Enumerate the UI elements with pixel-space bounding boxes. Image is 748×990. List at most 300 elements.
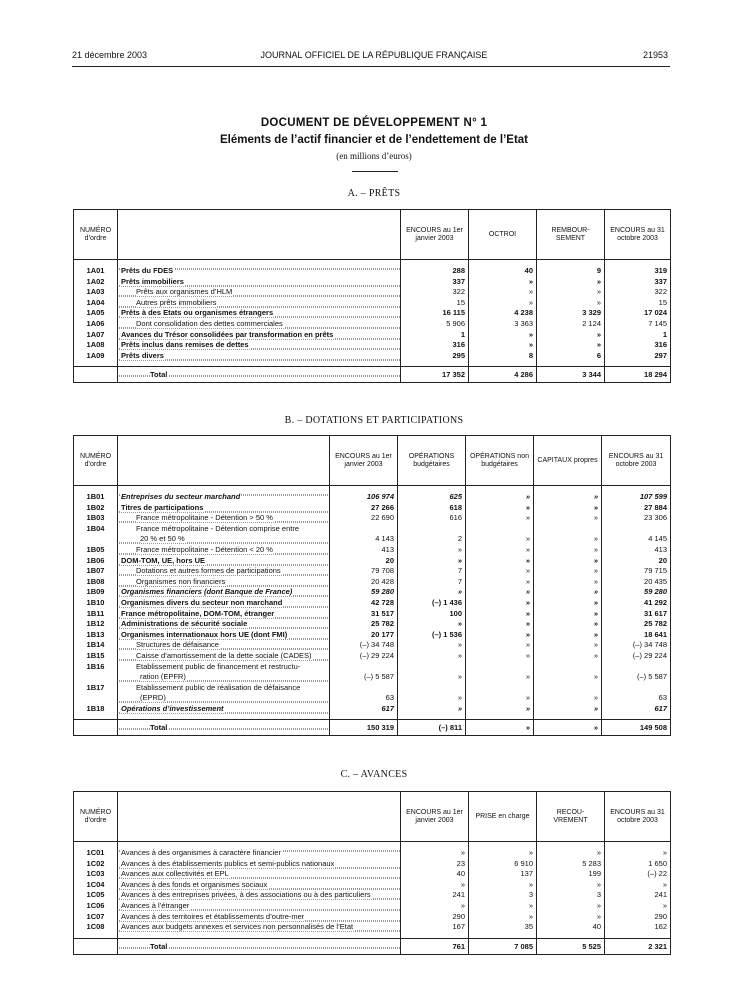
- row-code: 1C03: [74, 869, 118, 880]
- table-row: [74, 308, 671, 319]
- row-label-text: Autres prêts immobiliers: [136, 297, 217, 307]
- table-row: [74, 693, 671, 704]
- row-value-4: »: [534, 693, 602, 704]
- row-value-2: »: [398, 640, 466, 651]
- table-row: [74, 534, 671, 545]
- row-label: [118, 308, 401, 319]
- row-value-3: 9: [537, 260, 605, 277]
- table-row: [74, 524, 671, 535]
- row-value-4: »: [605, 901, 671, 912]
- row-value-2: 137: [469, 869, 537, 880]
- row-label-text: Organismes non financiers: [136, 576, 226, 586]
- section-c-title: C. – AVANCES: [340, 769, 408, 780]
- row-value-1: [330, 662, 398, 673]
- total-value-2: (–) 811: [398, 720, 466, 736]
- row-code: 1B15: [74, 651, 118, 662]
- row-value-3: »: [466, 630, 534, 641]
- row-code: 1B09: [74, 587, 118, 598]
- total-value-1: 761: [401, 938, 469, 954]
- row-value-2: »: [469, 287, 537, 298]
- row-value-5: 20 435: [602, 577, 671, 588]
- col-header-prise-en-charge: PRISE en charge: [469, 792, 537, 842]
- row-label: [118, 486, 330, 503]
- row-value-3: »: [466, 651, 534, 662]
- row-label: [118, 922, 401, 933]
- row-label: [118, 351, 401, 362]
- row-label-text: Avances à des fonds et organismes sociaux: [121, 879, 268, 889]
- row-value-3: »: [537, 842, 605, 859]
- table-row: [74, 912, 671, 923]
- row-value-1: 22 690: [330, 513, 398, 524]
- row-value-1: 79 708: [330, 566, 398, 577]
- total-label: [118, 938, 401, 954]
- col-header-encours-fin: ENCOURS au 31 octobre 2003: [605, 210, 671, 260]
- total-row: [74, 367, 671, 383]
- row-value-4: »: [534, 619, 602, 630]
- row-value-2: 6 910: [469, 859, 537, 870]
- row-value-2: 8: [469, 351, 537, 362]
- table-row: [74, 890, 671, 901]
- row-value-3: »: [466, 577, 534, 588]
- row-value-3: »: [466, 609, 534, 620]
- row-value-5: (–) 34 748: [602, 640, 671, 651]
- row-label-text: Prêts à des Etats ou organismes étrangers: [121, 308, 274, 318]
- row-value-2: »: [398, 587, 466, 598]
- row-label: [118, 587, 330, 598]
- row-value-3: »: [537, 277, 605, 288]
- row-value-1: 20 428: [330, 577, 398, 588]
- row-value-2: »: [398, 704, 466, 715]
- row-value-2: »: [398, 556, 466, 567]
- row-value-5: 31 617: [602, 609, 671, 620]
- total-value-4: 2 321: [605, 938, 671, 954]
- row-value-3: »: [466, 598, 534, 609]
- row-label: [118, 298, 401, 309]
- section-a-title: A. – PRÊTS: [347, 188, 401, 199]
- row-value-4: 290: [605, 912, 671, 923]
- table-row: [74, 880, 671, 891]
- row-code: 1B10: [74, 598, 118, 609]
- row-value-2: 618: [398, 503, 466, 514]
- total-row: [74, 938, 671, 954]
- row-label: [118, 545, 330, 556]
- row-code: 1B01: [74, 486, 118, 503]
- row-value-5: [602, 662, 671, 673]
- row-value-3: »: [466, 640, 534, 651]
- row-value-3: »: [537, 901, 605, 912]
- row-value-1: 15: [401, 298, 469, 309]
- row-value-4: »: [534, 704, 602, 715]
- row-value-5: (–) 5 587: [602, 672, 671, 683]
- row-value-4: »: [534, 640, 602, 651]
- row-value-2: »: [469, 298, 537, 309]
- row-code: 1A06: [74, 319, 118, 330]
- row-code: 1B14: [74, 640, 118, 651]
- row-value-2: 7: [398, 577, 466, 588]
- total-label-text: Total: [150, 723, 168, 733]
- row-label: [118, 672, 330, 683]
- total-value-3: 3 344: [537, 367, 605, 383]
- section-b-title: B. – DOTATIONS ET PARTICIPATIONS: [284, 415, 464, 426]
- row-label-text: Avances à des territoires et établissements d’outre-mer: [121, 911, 305, 921]
- row-label: [118, 609, 330, 620]
- row-value-4: 241: [605, 890, 671, 901]
- row-label-text: Prêts du FDES: [121, 266, 174, 275]
- row-code: [74, 693, 118, 704]
- row-label: [118, 859, 401, 870]
- row-label: [118, 598, 330, 609]
- table-row: [74, 330, 671, 341]
- row-label-text: Avances aux collectivités et EPL: [121, 869, 229, 879]
- row-value-1: 288: [401, 260, 469, 277]
- table-row: [74, 287, 671, 298]
- row-label: [118, 693, 330, 704]
- row-label: [118, 534, 330, 545]
- table-row: [74, 842, 671, 859]
- col-header-capitaux-propres: CAPITAUX propres: [534, 436, 602, 486]
- total-label-text: Total: [150, 941, 168, 951]
- table-row: [74, 577, 671, 588]
- row-value-2: (–) 1 436: [398, 598, 466, 609]
- col-header-operations-budgetaires: OPÉRATIONS budgétaires: [398, 436, 466, 486]
- total-value-4: 18 294: [605, 367, 671, 383]
- row-label: [118, 524, 330, 535]
- row-value-5: 413: [602, 545, 671, 556]
- row-value-1: 23: [401, 859, 469, 870]
- document-unit: (en millions d’euros): [336, 151, 412, 161]
- row-value-4: 337: [605, 277, 671, 288]
- row-label: [118, 880, 401, 891]
- row-label-text: France métropolitaine - Détention > 50 %: [136, 513, 273, 523]
- row-code: 1A07: [74, 330, 118, 341]
- table-row: [74, 545, 671, 556]
- row-value-3: »: [466, 693, 534, 704]
- table-row: [74, 609, 671, 620]
- row-value-3: 199: [537, 869, 605, 880]
- row-label-text: DOM-TOM, UE, hors UE: [121, 555, 206, 565]
- row-value-1: (–) 5 587: [330, 672, 398, 683]
- row-value-4: 17 024: [605, 308, 671, 319]
- row-value-1: 25 782: [330, 619, 398, 630]
- row-value-2: »: [398, 651, 466, 662]
- row-code: 1A09: [74, 351, 118, 362]
- row-value-2: »: [469, 340, 537, 351]
- row-value-5: 41 292: [602, 598, 671, 609]
- row-label-text: Entreprises du secteur marchand: [121, 492, 241, 501]
- row-value-1: [330, 683, 398, 694]
- row-value-4: »: [534, 587, 602, 598]
- row-code: 1B06: [74, 556, 118, 567]
- row-code: 1C01: [74, 842, 118, 859]
- row-value-2: »: [469, 277, 537, 288]
- row-value-4: »: [534, 651, 602, 662]
- row-value-3: 5 283: [537, 859, 605, 870]
- total-code: [74, 938, 118, 954]
- row-code: 1C02: [74, 859, 118, 870]
- row-code: 1C05: [74, 890, 118, 901]
- row-value-4: »: [534, 577, 602, 588]
- row-value-2: 616: [398, 513, 466, 524]
- row-code: 1A02: [74, 277, 118, 288]
- table-row: [74, 869, 671, 880]
- row-label: [118, 287, 401, 298]
- table-row: [74, 672, 671, 683]
- row-label: [118, 503, 330, 514]
- row-label: [118, 556, 330, 567]
- row-value-4: 15: [605, 298, 671, 309]
- col-header-numero: NUMÉRO d’ordre: [74, 436, 118, 486]
- row-code: 1B13: [74, 630, 118, 641]
- row-code: 1B02: [74, 503, 118, 514]
- row-value-4: 1 650: [605, 859, 671, 870]
- row-value-2: »: [469, 842, 537, 859]
- total-value-2: 7 085: [469, 938, 537, 954]
- title-rule: [352, 171, 398, 172]
- row-label-text: Dont consolidation des dettes commerciales: [136, 318, 283, 328]
- row-value-3: 40: [537, 922, 605, 933]
- total-label: [118, 367, 401, 383]
- row-code: [74, 672, 118, 683]
- row-value-5: 63: [602, 693, 671, 704]
- row-code: 1B04: [74, 524, 118, 535]
- row-value-2: [398, 683, 466, 694]
- table-dotations: [73, 435, 671, 736]
- row-value-4: 297: [605, 351, 671, 362]
- row-value-3: »: [466, 566, 534, 577]
- row-value-4: »: [605, 842, 671, 859]
- row-value-3: »: [466, 486, 534, 503]
- table-row: [74, 298, 671, 309]
- total-value-4: »: [534, 720, 602, 736]
- row-code: 1B16: [74, 662, 118, 673]
- col-header-operations-non-budgetaires: OPÉRATIONS non budgétaires: [466, 436, 534, 486]
- row-value-1: 59 280: [330, 587, 398, 598]
- row-value-3: [466, 662, 534, 673]
- row-value-5: 4 145: [602, 534, 671, 545]
- row-value-2: 100: [398, 609, 466, 620]
- row-label-text: France métropolitaine - Détention < 20 %: [136, 544, 273, 554]
- row-label-text: Avances du Trésor consolidées par transformation en prêts: [121, 329, 334, 339]
- row-code: 1A01: [74, 260, 118, 277]
- total-value-5: 149 508: [602, 720, 671, 736]
- table-body: [74, 842, 671, 955]
- col-header-label: [118, 792, 401, 842]
- row-value-4: »: [534, 486, 602, 503]
- row-value-3: »: [466, 556, 534, 567]
- row-value-4: 7 145: [605, 319, 671, 330]
- row-value-1: 20: [330, 556, 398, 567]
- row-value-1: 167: [401, 922, 469, 933]
- row-value-1: »: [401, 901, 469, 912]
- row-value-5: 18 641: [602, 630, 671, 641]
- row-value-4: »: [534, 630, 602, 641]
- row-value-3: 3: [537, 890, 605, 901]
- col-header-remboursement: REMBOUR-SEMENT: [537, 210, 605, 260]
- row-value-2: »: [469, 880, 537, 891]
- row-code: 1C08: [74, 922, 118, 933]
- row-value-4: 316: [605, 340, 671, 351]
- row-value-2: 35: [469, 922, 537, 933]
- total-value-2: 4 286: [469, 367, 537, 383]
- row-value-3: 6: [537, 351, 605, 362]
- total-row: [74, 720, 671, 736]
- row-label: [118, 277, 401, 288]
- table-row: [74, 901, 671, 912]
- row-value-1: 413: [330, 545, 398, 556]
- row-value-4: »: [534, 534, 602, 545]
- row-value-4: (–) 22: [605, 869, 671, 880]
- col-header-recouvrement: RECOU-VREMENT: [537, 792, 605, 842]
- row-value-1: 295: [401, 351, 469, 362]
- total-value-1: 17 352: [401, 367, 469, 383]
- table-row: [74, 503, 671, 514]
- row-value-3: [466, 683, 534, 694]
- row-value-4: »: [534, 609, 602, 620]
- table-row: [74, 619, 671, 630]
- row-code: 1B12: [74, 619, 118, 630]
- table-row: [74, 598, 671, 609]
- row-label-text: Prêts immobiliers: [121, 276, 184, 286]
- row-value-1: 27 266: [330, 503, 398, 514]
- row-code: 1A05: [74, 308, 118, 319]
- row-value-5: 79 715: [602, 566, 671, 577]
- row-value-3: 3 329: [537, 308, 605, 319]
- row-label-text: Organismes internationaux hors UE (dont FMI): [121, 629, 288, 639]
- row-label-text: (EPRD): [140, 693, 166, 703]
- row-value-4: »: [534, 598, 602, 609]
- total-value-3: 5 525: [537, 938, 605, 954]
- row-value-3: 2 124: [537, 319, 605, 330]
- row-label-text: Avances à des organismes à caractère financier: [121, 848, 281, 857]
- row-value-1: 241: [401, 890, 469, 901]
- row-value-4: »: [534, 566, 602, 577]
- row-value-2: 40: [469, 260, 537, 277]
- row-label-text: Prêts aux organismes d’HLM: [136, 287, 233, 297]
- row-code: 1B11: [74, 609, 118, 620]
- table-row: [74, 486, 671, 503]
- row-value-5: 617: [602, 704, 671, 715]
- row-code: 1B05: [74, 545, 118, 556]
- table-row: [74, 922, 671, 933]
- col-header-encours-fin: ENCOURS au 31 octobre 2003: [602, 436, 671, 486]
- row-value-3: »: [537, 330, 605, 341]
- row-value-3: »: [537, 287, 605, 298]
- row-label: [118, 662, 330, 673]
- row-value-3: »: [466, 587, 534, 598]
- row-code: 1C04: [74, 880, 118, 891]
- row-label: [118, 619, 330, 630]
- row-code: 1C07: [74, 912, 118, 923]
- row-value-3: »: [466, 672, 534, 683]
- table-row: [74, 704, 671, 715]
- table-row: [74, 556, 671, 567]
- row-label: [118, 566, 330, 577]
- row-value-2: 3: [469, 890, 537, 901]
- col-header-encours-debut: ENCOURS au 1er janvier 2003: [401, 210, 469, 260]
- table-row: [74, 683, 671, 694]
- row-label-text: Dotations et autres formes de participations: [136, 566, 281, 576]
- row-label-text: ration (EPFR): [140, 672, 186, 682]
- header-journal: JOURNAL OFFICIEL DE LA RÉPUBLIQUE FRANÇAISE: [260, 50, 488, 60]
- row-code: 1A04: [74, 298, 118, 309]
- col-header-encours-fin: ENCOURS au 31 octobre 2003: [605, 792, 671, 842]
- row-value-3: [466, 524, 534, 535]
- col-header-numero: NUMÉRO d’ordre: [74, 792, 118, 842]
- col-header-octroi: OCTROI: [469, 210, 537, 260]
- row-value-5: 27 884: [602, 503, 671, 514]
- row-value-3: »: [537, 880, 605, 891]
- row-label: [118, 901, 401, 912]
- row-value-2: »: [398, 693, 466, 704]
- row-code: 1B03: [74, 513, 118, 524]
- row-value-1: 290: [401, 912, 469, 923]
- row-value-2: [398, 662, 466, 673]
- total-code: [74, 367, 118, 383]
- row-label-text: Prêts inclus dans remises de dettes: [121, 340, 249, 350]
- row-value-2: 3 363: [469, 319, 537, 330]
- row-value-3: »: [537, 298, 605, 309]
- row-value-2: 625: [398, 486, 466, 503]
- row-value-4: 1: [605, 330, 671, 341]
- row-label-text: Avances à l’étranger: [121, 900, 190, 910]
- row-value-1: 4 143: [330, 534, 398, 545]
- row-value-2: »: [398, 545, 466, 556]
- table-row: [74, 651, 671, 662]
- row-value-1: (–) 34 748: [330, 640, 398, 651]
- total-label: [118, 720, 330, 736]
- row-label: [118, 577, 330, 588]
- row-value-2: 4 238: [469, 308, 537, 319]
- row-value-1: 40: [401, 869, 469, 880]
- row-label-text: Avances aux budgets annexes et services non personnalisés de l’Etat: [121, 922, 354, 932]
- row-label: [118, 319, 401, 330]
- row-value-2: »: [469, 901, 537, 912]
- row-label: [118, 340, 401, 351]
- row-label: [118, 260, 401, 277]
- row-value-1: (–) 29 224: [330, 651, 398, 662]
- col-header-numero: NUMÉRO d’ordre: [74, 210, 118, 260]
- table-row: [74, 277, 671, 288]
- row-code: 1A03: [74, 287, 118, 298]
- row-label: [118, 704, 330, 715]
- row-label-text: Structures de défaisance: [136, 640, 219, 650]
- row-value-4: »: [534, 672, 602, 683]
- row-value-1: 20 177: [330, 630, 398, 641]
- row-label-text: Etablissement public de réalisation de défaisance: [136, 682, 301, 692]
- col-header-encours-debut: ENCOURS au 1er janvier 2003: [330, 436, 398, 486]
- row-value-5: 59 280: [602, 587, 671, 598]
- table-row: [74, 662, 671, 673]
- row-value-4: 322: [605, 287, 671, 298]
- row-label: [118, 640, 330, 651]
- row-value-4: »: [534, 545, 602, 556]
- row-value-2: »: [469, 912, 537, 923]
- row-label-text: Administrations de sécurité sociale: [121, 619, 248, 629]
- row-label: [118, 842, 401, 859]
- row-label: [118, 651, 330, 662]
- row-value-4: 162: [605, 922, 671, 933]
- col-header-label: [118, 436, 330, 486]
- row-value-2: 7: [398, 566, 466, 577]
- row-label: [118, 890, 401, 901]
- row-label: [118, 912, 401, 923]
- row-label-text: Prêts divers: [121, 350, 164, 360]
- row-label-text: Organismes divers du secteur non marchand: [121, 597, 283, 607]
- row-value-1: 337: [401, 277, 469, 288]
- row-label-text: Organismes financiers (dont Banque de France): [121, 587, 293, 597]
- table-row: [74, 351, 671, 362]
- row-value-2: [398, 524, 466, 535]
